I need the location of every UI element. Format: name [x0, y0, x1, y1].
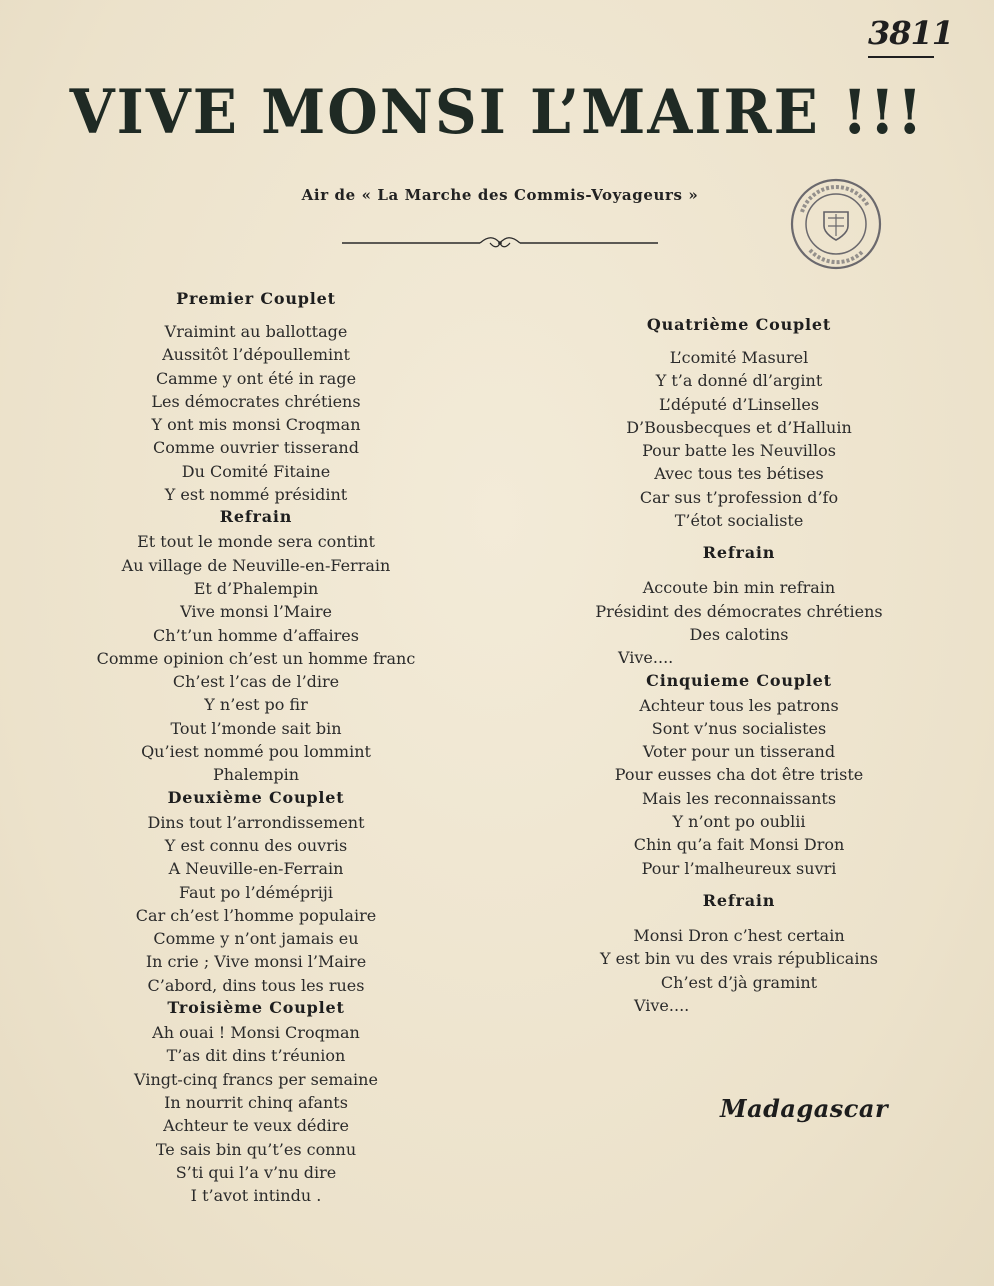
- verse-line: Ch’est l’cas de l’dire: [172, 672, 340, 692]
- couplet-5-verse: [570, 694, 908, 880]
- verse-line: Chin qu’a fait Monsi Dron: [633, 835, 845, 855]
- verse-line: Vive....: [634, 995, 690, 1015]
- ornament-divider: [340, 232, 660, 252]
- verse-line: Et d’Phalempin: [193, 578, 319, 598]
- verse-line: Pour l’malheureux suvri: [641, 858, 837, 878]
- verse-line: L’comité Masurel: [669, 348, 809, 367]
- verse-line: Te sais bin qu’t’es connu: [155, 1139, 357, 1159]
- verse-line: Achteur tous les patrons: [639, 695, 839, 715]
- verse-line: Monsi Dron c’hest certain: [633, 925, 845, 945]
- verse-line: D’Bousbecques et d’Halluin: [626, 417, 852, 437]
- verse-line: Y est nommé présidint: [164, 485, 348, 505]
- verse-line: Vive monsi l’Maire: [180, 602, 332, 622]
- verse-line: Accoute bin min refrain: [642, 578, 836, 598]
- verse-line: Voter pour un tisserand: [642, 742, 836, 762]
- verse-line: I t’avot intindu .: [190, 1186, 322, 1206]
- verse-line: Vraimint au ballottage: [164, 322, 348, 341]
- archive-number: 3811: [868, 14, 954, 52]
- verse-line: A Neuville-en-Ferrain: [168, 859, 344, 879]
- verse-line: Comme opinion ch’est un homme franc: [96, 648, 416, 668]
- couplet-4-verse: [570, 346, 908, 532]
- verse-line: Pour batte les Neuvillos: [642, 441, 836, 461]
- heading-refrain: Refrain: [219, 507, 293, 527]
- verse-line: In crie ; Vive monsi l’Maire: [145, 952, 367, 972]
- heading-quatrieme-couplet: Quatrième Couplet: [646, 315, 832, 334]
- heading-refrain: Refrain: [702, 543, 776, 563]
- verse-line: Comme y n’ont jamais eu: [153, 929, 359, 949]
- verse-line: Au village de Neuville-en-Ferrain: [121, 555, 391, 575]
- verse-line: C’abord, dins tous les rues: [147, 975, 365, 995]
- refrain-1-verse: [570, 576, 908, 669]
- verse-line: Qu’iest nommé pou lommint: [141, 742, 371, 762]
- verse-line: Y t’a donné dl’argint: [655, 371, 823, 391]
- heading-cinquieme-couplet: Cinquieme Couplet: [646, 670, 832, 690]
- verse-line: Sont v’nus socialistes: [651, 718, 827, 738]
- verse-line: Dins tout l’arrondissement: [147, 812, 365, 832]
- couplet-2-verse: [70, 811, 442, 997]
- signature: Madagascar: [720, 1094, 889, 1123]
- refrain-2-verse: [570, 924, 908, 1017]
- heading-deuxieme-couplet: Deuxième Couplet: [167, 787, 345, 807]
- subtitle: Air de « La Marche des Commis-Voyageurs »: [301, 186, 699, 204]
- left-column: [70, 288, 442, 1207]
- verse-line: Avec tous tes bétises: [654, 464, 824, 484]
- couplet-1-verse: [70, 320, 442, 506]
- verse-line: L’député d’Linselles: [658, 394, 820, 414]
- heading-premier-couplet: Premier Couplet: [176, 289, 336, 308]
- verse-line: Tout l’monde sait bin: [170, 718, 342, 738]
- verse-line: T’as dit dins t’réunion: [166, 1046, 346, 1066]
- verse-line: Du Comité Fitaine: [181, 461, 331, 481]
- verse-line: T’étot socialiste: [674, 511, 804, 531]
- verse-line: In nourrit chinq afants: [164, 1092, 348, 1112]
- right-column: [570, 314, 908, 1017]
- verse-line: Car sus t’profession d’fo: [639, 487, 839, 507]
- verse-line: S’ti qui l’a v’nu dire: [175, 1162, 337, 1182]
- verse-line: Et tout le monde sera contint: [137, 532, 375, 552]
- verse-line: Vive....: [618, 648, 674, 668]
- heading-troisieme-couplet: Troisième Couplet: [167, 998, 345, 1018]
- verse-line: Y n’ont po oublii: [672, 812, 806, 832]
- verse-line: Achteur te veux dédire: [163, 1116, 349, 1136]
- verse-line: Camme y ont été in rage: [155, 368, 357, 388]
- verse-line: Des calotins: [689, 624, 789, 644]
- verse-line: Comme ouvrier tisserand: [153, 438, 359, 458]
- verse-line: Faut po l’démépriji: [179, 882, 333, 902]
- verse-line: Ah ouai ! Monsi Croqman: [152, 1023, 360, 1043]
- verse-line: Car ch’est l’homme populaire: [135, 905, 377, 925]
- page-title: VIVE MONSI L’MAIRE !!!: [69, 76, 925, 148]
- verse-line: Vingt-cinq francs per semaine: [134, 1069, 378, 1089]
- verse-line: Les démocrates chrétiens: [151, 391, 361, 411]
- verse-line: Y est bin vu des vrais républicains: [600, 949, 878, 969]
- refrain-verse: [70, 530, 442, 786]
- verse-line: Pour eusses cha dot être triste: [614, 765, 864, 785]
- verse-line: Phalempin: [212, 765, 300, 785]
- verse-line: Ch’est d’jà gramint: [660, 972, 818, 992]
- couplet-3-verse: [70, 1021, 442, 1207]
- verse-line: Y est connu des ouvris: [164, 835, 348, 855]
- verse-line: Aussitôt l’dépoullemint: [162, 345, 350, 365]
- verse-line: Ch’t’un homme d’affaires: [153, 625, 359, 645]
- verse-line: Mais les reconnaissants: [641, 788, 837, 808]
- verse-line: Y ont mis monsi Croqman: [151, 415, 361, 435]
- archive-stamp: [788, 176, 884, 272]
- verse-line: Y n’est po fir: [204, 695, 308, 715]
- heading-refrain: Refrain: [702, 890, 776, 910]
- verse-line: Présidint des démocrates chrétiens: [595, 601, 883, 621]
